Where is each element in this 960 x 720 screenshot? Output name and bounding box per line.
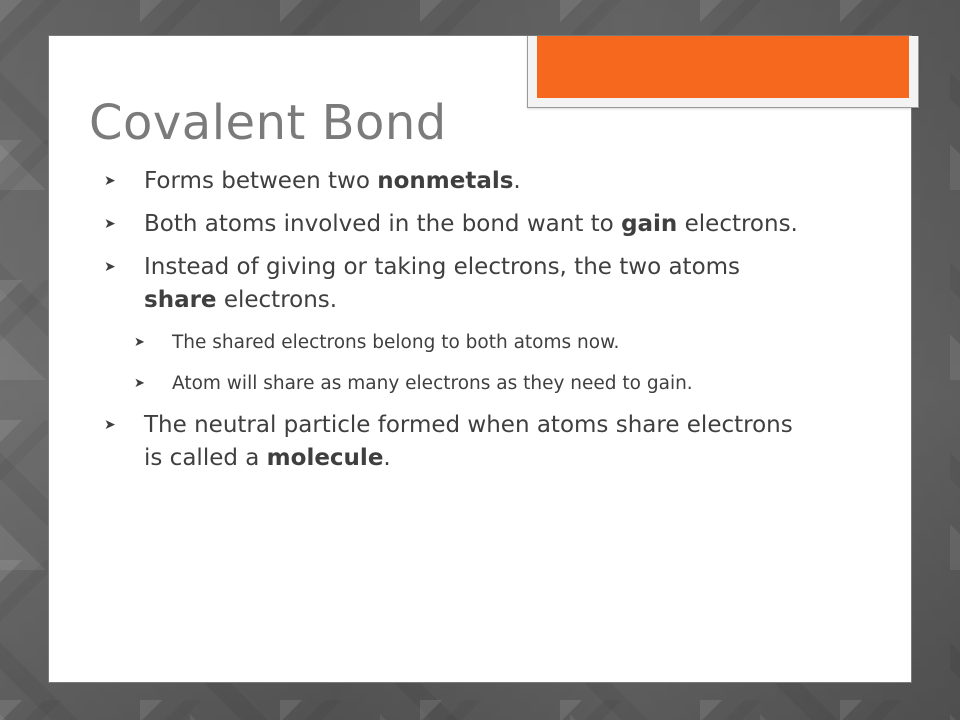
- bullet-emphasis: molecule: [266, 445, 384, 471]
- accent-frame: [527, 36, 919, 108]
- sub-bullet-item: [134, 368, 804, 399]
- slide-title: Covalent Bond: [89, 95, 447, 151]
- bullet-emphasis: nonmetals: [377, 168, 514, 194]
- bullet-text: .: [513, 168, 521, 194]
- bullet-item: [104, 251, 804, 317]
- bullet-text: .: [383, 445, 391, 471]
- bullet-emphasis: share: [144, 287, 217, 313]
- bullet-text: Forms between two: [144, 168, 378, 194]
- bullet-item: [104, 208, 804, 241]
- bullet-text: Both atoms involved in the bond want to: [144, 211, 622, 237]
- accent-block: [537, 36, 909, 98]
- right-arrow-icon: ➤: [104, 259, 116, 275]
- right-arrow-icon: ➤: [104, 417, 116, 433]
- bullet-text: electrons.: [216, 287, 338, 313]
- right-arrow-icon: ➤: [134, 335, 145, 350]
- right-arrow-icon: ➤: [104, 173, 116, 189]
- bullet-item: [104, 165, 804, 198]
- bullet-text: Instead of giving or taking electrons, the two atoms: [144, 254, 741, 280]
- bullet-text: Atom will share as many electrons as they need to gain.: [172, 373, 693, 394]
- bullet-text: The shared electrons belong to both atoms now.: [172, 332, 620, 353]
- bullet-text: electrons.: [677, 211, 798, 237]
- sub-bullet-item: [134, 327, 804, 358]
- bullet-item: [104, 409, 804, 475]
- bullet-list: [104, 165, 804, 485]
- bullet-text: The neutral particle formed when atoms share electrons is called a: [144, 412, 793, 471]
- right-arrow-icon: ➤: [134, 376, 145, 391]
- bullet-emphasis: gain: [621, 211, 678, 237]
- right-arrow-icon: ➤: [104, 216, 116, 232]
